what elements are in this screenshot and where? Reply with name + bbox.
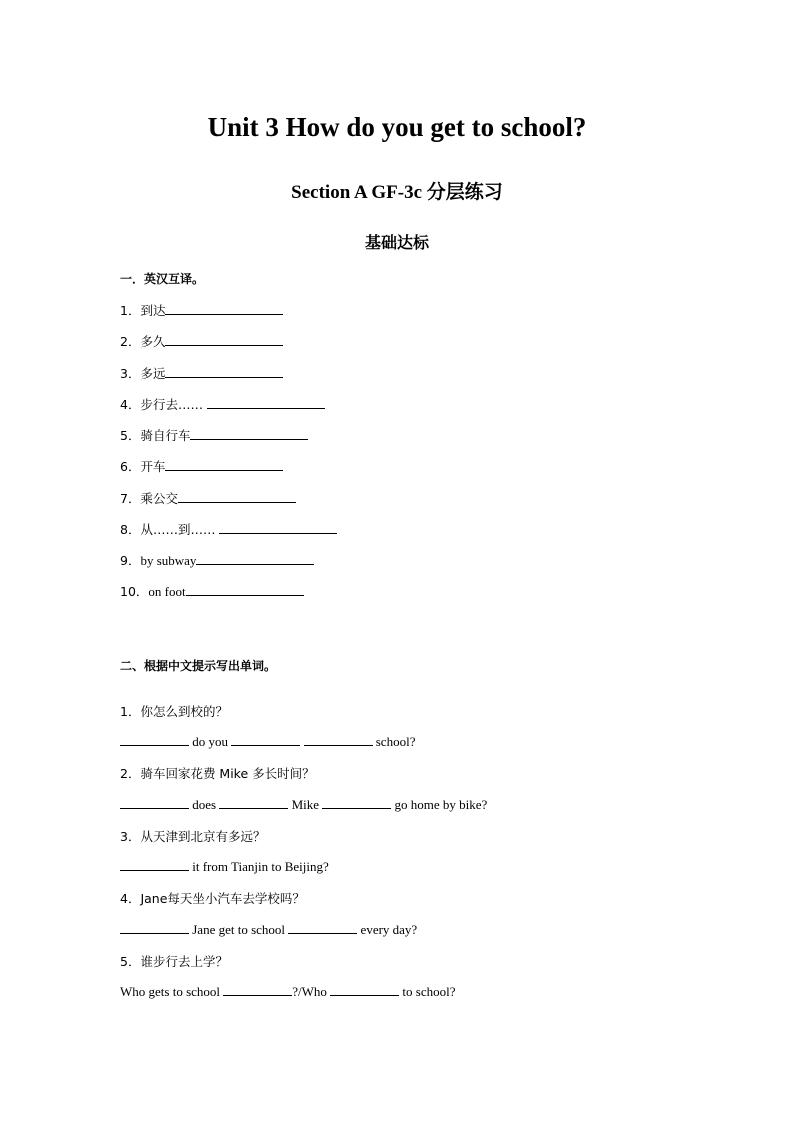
question-prompt: 2．骑车回家花费 Mike 多长时间？ bbox=[120, 766, 315, 781]
answer-blank[interactable] bbox=[165, 333, 283, 346]
question-prompt: 5．谁步行去上学？ bbox=[120, 954, 228, 969]
page-subtitle: Section A GF-3c 分层练习 bbox=[291, 182, 503, 203]
part1-item: 8．从……到…… bbox=[120, 520, 337, 538]
answer-blank[interactable] bbox=[120, 921, 189, 934]
answer-blank[interactable] bbox=[304, 733, 373, 746]
part1-item: 9．by subway bbox=[120, 551, 314, 569]
answer-blank[interactable] bbox=[120, 858, 189, 871]
question-answer-line: does Mike go home by bike? bbox=[120, 796, 487, 813]
answer-blank[interactable] bbox=[178, 490, 296, 503]
answer-blank[interactable] bbox=[219, 796, 288, 809]
answer-blank[interactable] bbox=[330, 983, 399, 996]
part1-item: 10．on foot bbox=[120, 582, 304, 600]
answer-blank[interactable] bbox=[186, 583, 304, 596]
part1-item: 5．骑自行车 bbox=[120, 426, 308, 444]
answer-blank[interactable] bbox=[120, 796, 189, 809]
question-answer-line: do you school? bbox=[120, 733, 415, 750]
answer-blank[interactable] bbox=[207, 396, 325, 409]
level-heading: 基础达标 bbox=[364, 233, 429, 252]
question-prompt: 3．从天津到北京有多远？ bbox=[120, 829, 266, 844]
question-prompt: 4．Jane每天坐小汽车去学校吗？ bbox=[120, 891, 305, 906]
answer-blank[interactable] bbox=[190, 427, 308, 440]
answer-blank[interactable] bbox=[165, 365, 283, 378]
answer-blank[interactable] bbox=[288, 921, 357, 934]
page-title: Unit 3 How do you get to school? bbox=[207, 112, 587, 142]
part1-item: 4．步行去…… bbox=[120, 395, 325, 413]
question-prompt: 1．你怎么到校的？ bbox=[120, 704, 228, 719]
answer-blank[interactable] bbox=[219, 521, 337, 534]
answer-blank[interactable] bbox=[231, 733, 300, 746]
part1-item: 6．开车 bbox=[120, 457, 283, 475]
part1-heading: 一．英汉互译。 bbox=[120, 272, 205, 286]
part1-item: 2．多久 bbox=[120, 332, 283, 350]
part1-item: 7．乘公交 bbox=[120, 489, 296, 507]
question-answer-line: Jane get to school every day? bbox=[120, 921, 417, 938]
answer-blank[interactable] bbox=[322, 796, 391, 809]
part1-item: 3．多远 bbox=[120, 364, 283, 382]
question-answer-line: Who gets to school ?/Who to school? bbox=[120, 984, 456, 999]
part2-heading: 二、根据中文提示写出单词。 bbox=[120, 659, 277, 673]
part1-item: 1．到达 bbox=[120, 301, 283, 319]
answer-blank[interactable] bbox=[120, 733, 189, 746]
question-answer-line: it from Tianjin to Beijing? bbox=[120, 858, 329, 875]
answer-blank[interactable] bbox=[196, 552, 314, 565]
answer-blank[interactable] bbox=[165, 458, 283, 471]
answer-blank[interactable] bbox=[223, 983, 292, 996]
answer-blank[interactable] bbox=[165, 302, 283, 315]
